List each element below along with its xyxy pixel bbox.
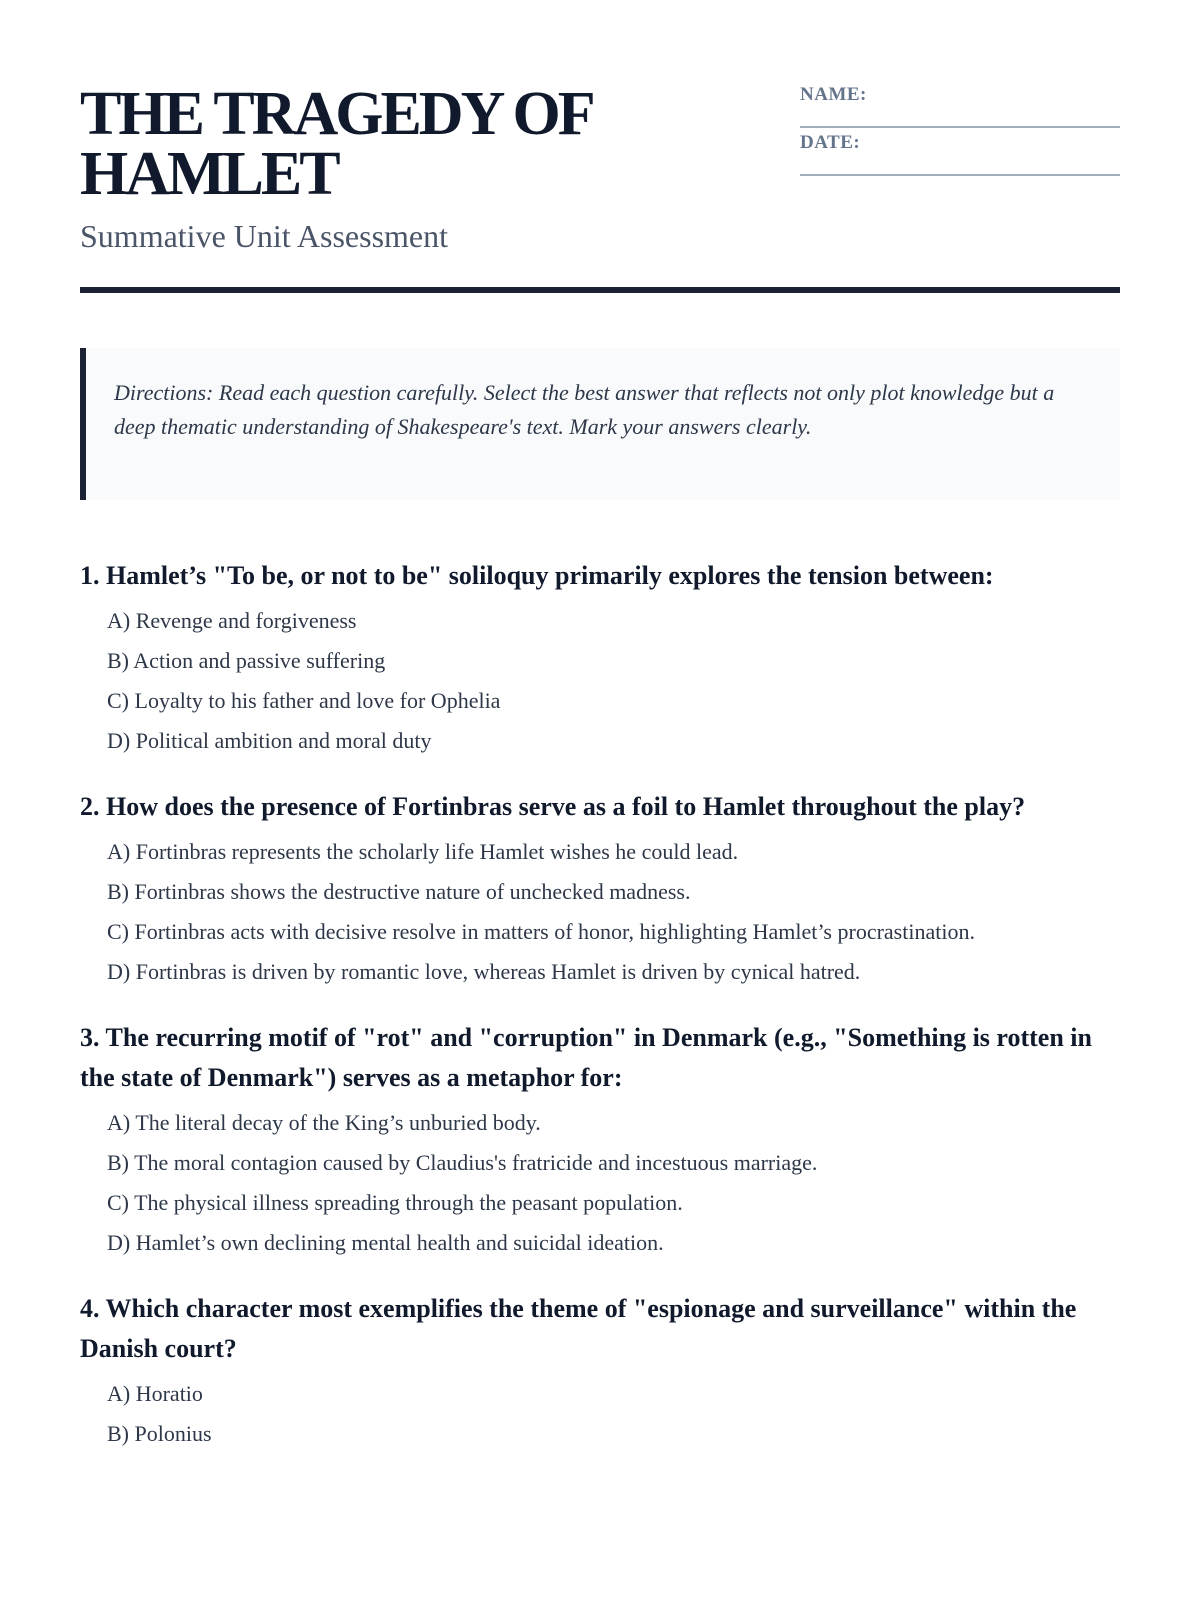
answer-option[interactable]: B) The moral contagion caused by Claudius's fratricide and incestuous marriage. [107, 1150, 818, 1175]
question-4 [80, 1289, 1120, 1450]
question-text: 4. Which character most exemplifies the theme of "espionage and surveillance" within the Danish court? [80, 1294, 1077, 1363]
answer-option[interactable]: D) Hamlet’s own declining mental health and suicidal ideation. [107, 1230, 664, 1255]
answer-option[interactable]: A) Revenge and forgiveness [107, 608, 357, 633]
question-text: 1. Hamlet’s "To be, or not to be" soliloquy primarily explores the tension between: [80, 561, 994, 590]
question-list [80, 556, 1120, 1480]
student-info-fields [800, 80, 1120, 176]
directions-box: Directions: Read each question carefully. Select the best answer that reflects not only plot knowledge but a deep thematic understanding of Shakespeare's text. Mark your answers clearly. [80, 348, 1120, 500]
date-label: DATE: [800, 132, 861, 153]
question-1 [80, 556, 1120, 757]
header-divider [80, 287, 1120, 293]
question-2 [80, 787, 1120, 988]
question-3 [80, 1018, 1120, 1259]
answer-option[interactable]: A) The literal decay of the King’s unburied body. [107, 1110, 541, 1135]
answer-option[interactable]: C) Loyalty to his father and love for Ophelia [107, 688, 501, 713]
answer-option[interactable]: A) Fortinbras represents the scholarly life Hamlet wishes he could lead. [107, 839, 739, 864]
answer-option[interactable]: C) The physical illness spreading through the peasant population. [107, 1190, 683, 1215]
answer-option[interactable]: D) Political ambition and moral duty [107, 728, 432, 753]
date-field[interactable] [800, 128, 1120, 176]
page-subtitle: Summative Unit Assessment [80, 218, 448, 254]
name-field[interactable] [800, 80, 1120, 128]
answer-option[interactable]: B) Fortinbras shows the destructive nature of unchecked madness. [107, 879, 691, 904]
answer-option[interactable]: A) Horatio [107, 1381, 203, 1406]
question-text: 2. How does the presence of Fortinbras serve as a foil to Hamlet throughout the play? [80, 792, 1026, 821]
question-text: 3. The recurring motif of "rot" and "corruption" in Denmark (e.g., "Something is rotten in the state of Denmark") serves as a metaphor for: [80, 1023, 1092, 1092]
answer-option[interactable]: D) Fortinbras is driven by romantic love, whereas Hamlet is driven by cynical hatred. [107, 959, 861, 984]
answer-option[interactable]: B) Action and passive suffering [107, 648, 386, 673]
page-title: THE TRAGEDY OF HAMLET [80, 80, 591, 208]
answer-option[interactable]: C) Fortinbras acts with decisive resolve in matters of honor, highlighting Hamlet’s procrastination. [107, 919, 975, 944]
name-label: NAME: [800, 84, 867, 105]
answer-option[interactable]: B) Polonius [107, 1421, 212, 1446]
